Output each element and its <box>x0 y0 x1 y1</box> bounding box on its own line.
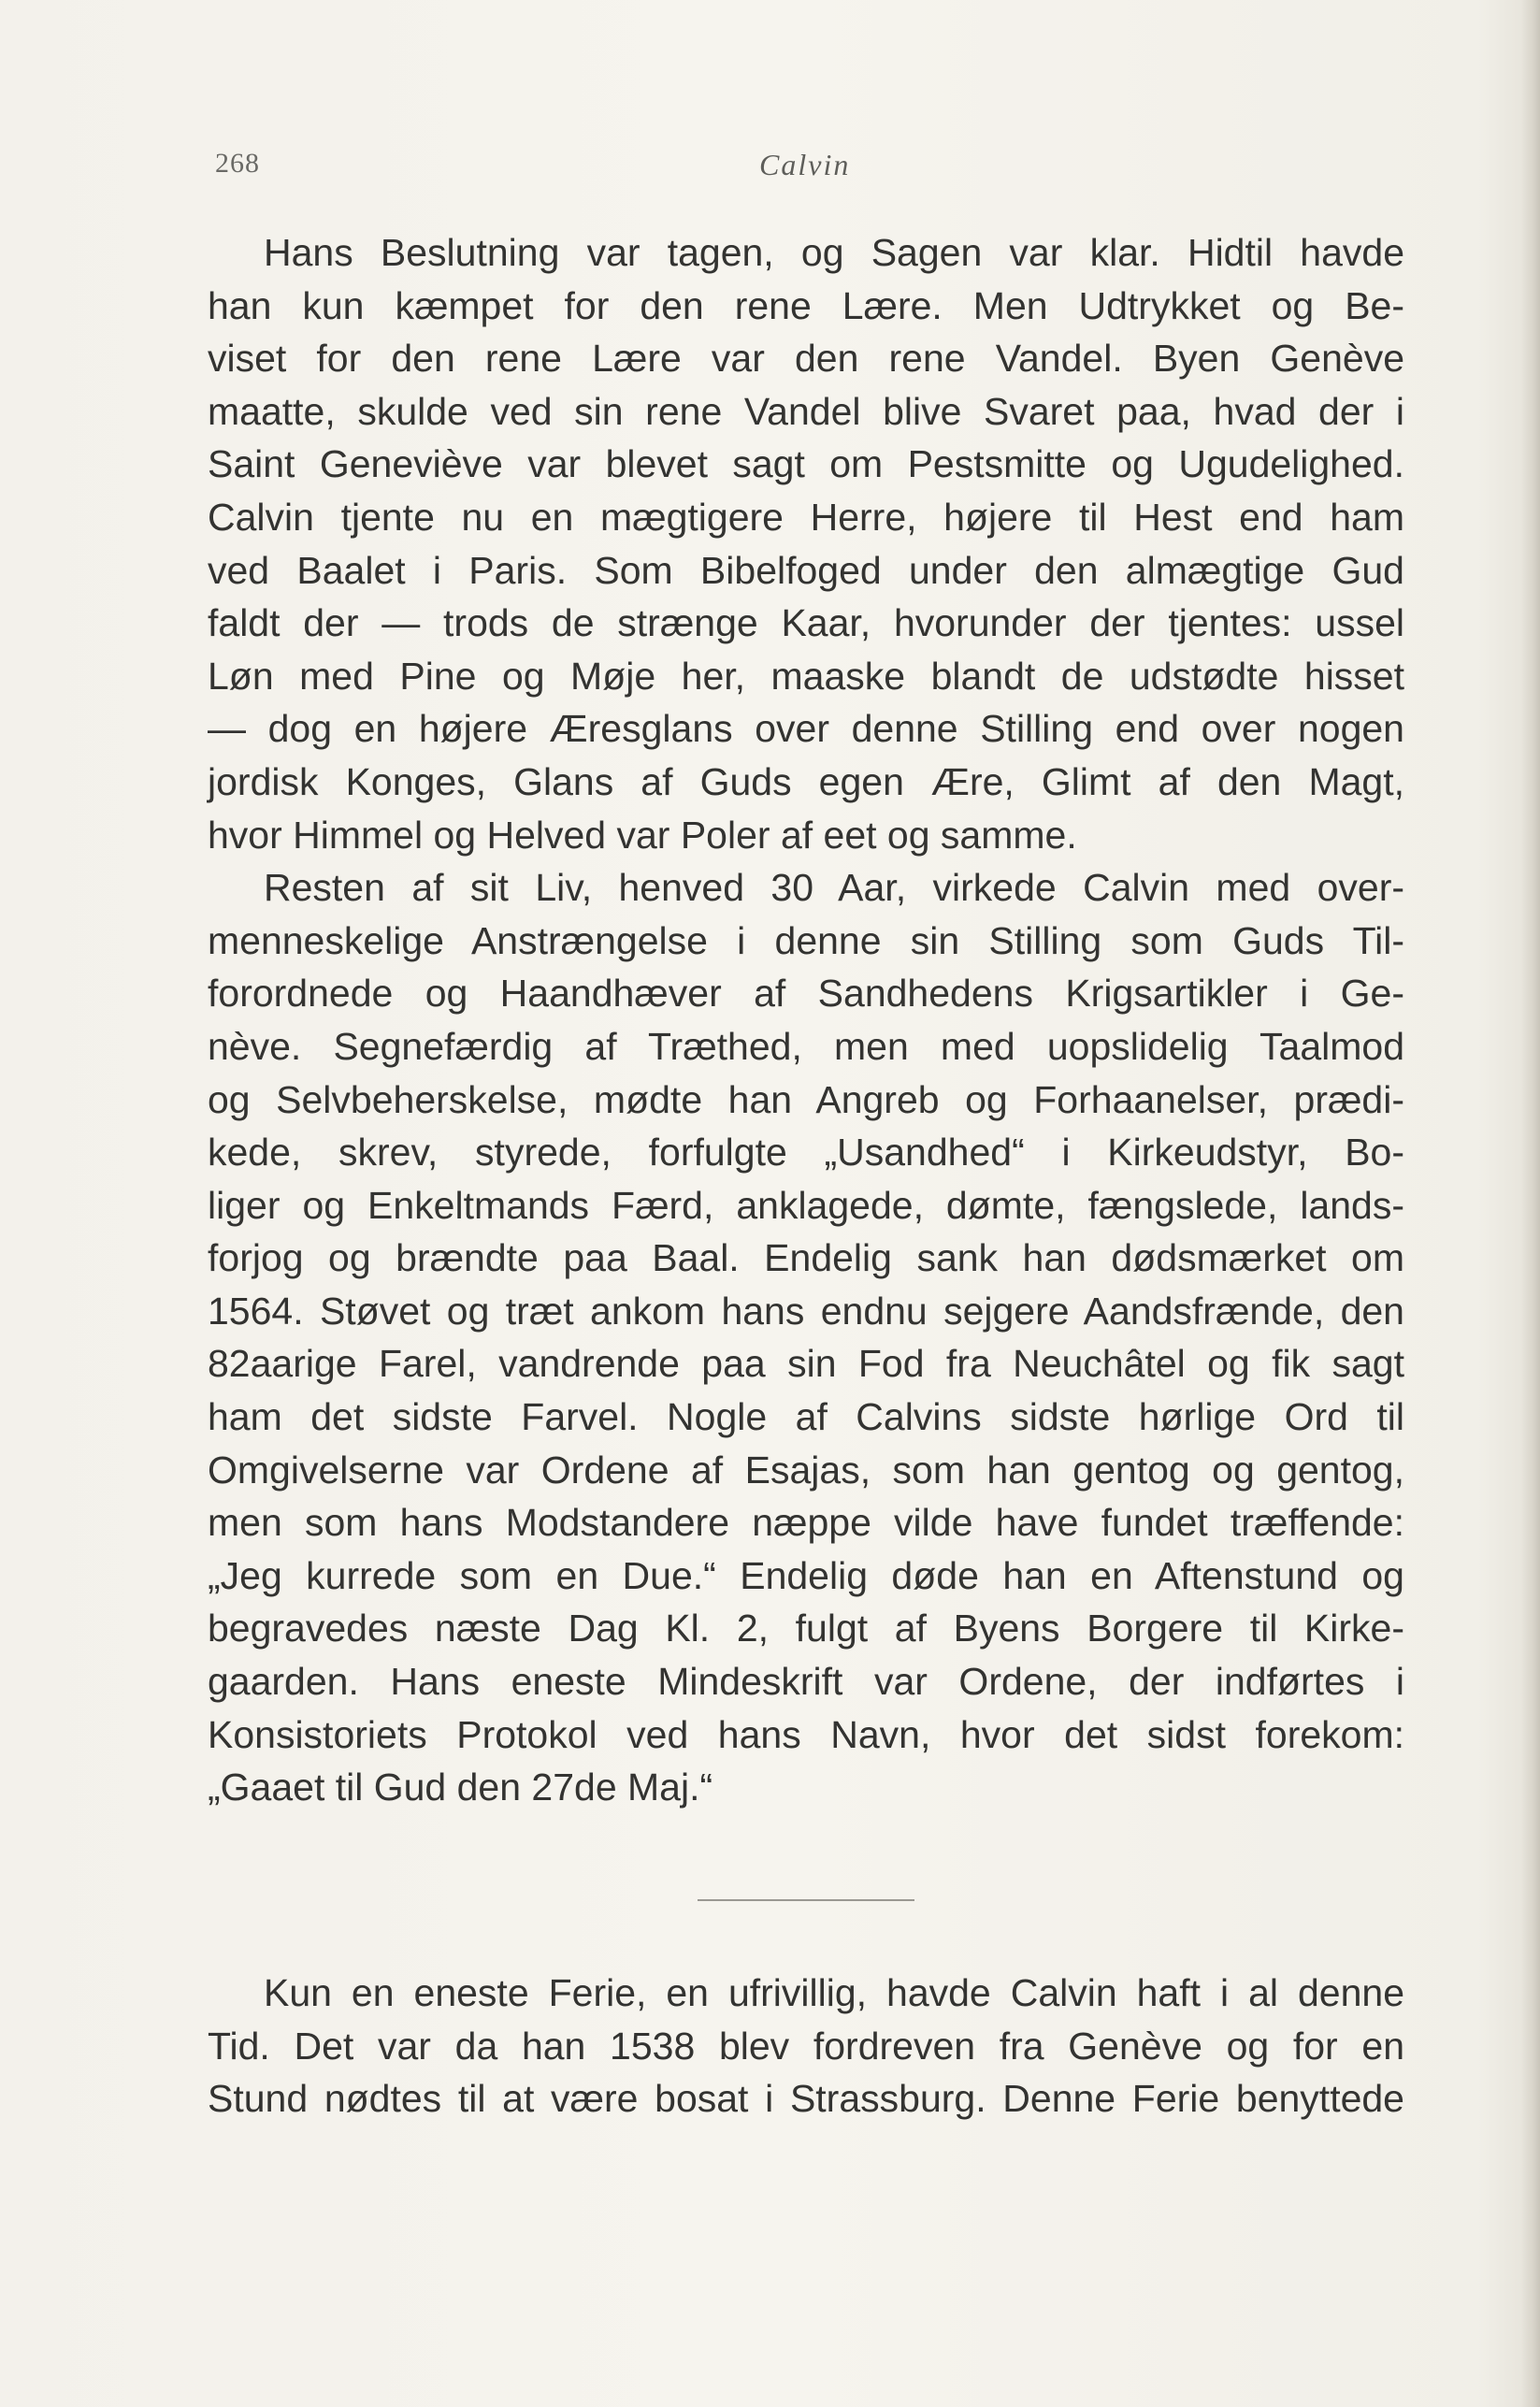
text-line: Omgivelserne var Ordene af Esajas, som han gentog og gentog, <box>208 1448 1404 1492</box>
text-line: 82aarige Farel, vandrende paa sin Fod fra Neuchâtel og fik sagt <box>208 1342 1404 1386</box>
text-line: „Jeg kurrede som en Due.“ Endelig døde han en Aftenstund og <box>208 1553 1404 1597</box>
paragraph-1 <box>208 226 1404 861</box>
text-line: Konsistoriets Protokol ved hans Navn, hvor det sidst forekom: <box>208 1712 1404 1756</box>
text-line: „Gaaet til Gud den 27de Maj.“ <box>208 1766 713 1809</box>
text-line: han kun kæmpet for den rene Lære. Men Udtrykket og Be- <box>208 283 1404 327</box>
text-line: viset for den rene Lære var den rene Vandel. Byen Genève <box>208 337 1404 381</box>
text-line: hvor Himmel og Helved var Poler af eet og samme. <box>208 813 1077 857</box>
running-title: Calvin <box>759 148 851 181</box>
text-line: Stund nødtes til at være bosat i Strassburg. Denne Ferie benyttede <box>208 2077 1404 2121</box>
text-line: nève. Segnefærdig af Træthed, men med uopslidelig Taalmod <box>208 1024 1404 1068</box>
text-line: kede, skrev, styrede, forfulgte „Usandhed“ i Kirkeudstyr, Bo- <box>208 1131 1404 1175</box>
text-line: menneskelige Anstrængelse i denne sin Stilling som Guds Til- <box>208 918 1404 962</box>
text-line: gaarden. Hans eneste Mindeskrift var Ordene, der indførtes i <box>208 1660 1404 1704</box>
text-line: Tid. Det var da han 1538 blev fordreven fra Genève og for en <box>208 2024 1404 2068</box>
text-line: Resten af sit Liv, henved 30 Aar, virkede Calvin med over- <box>264 866 1404 910</box>
text-block-main <box>208 226 1404 1814</box>
text-line: Kun en eneste Ferie, en ufrivillig, havde Calvin haft i al denne <box>264 1971 1404 2014</box>
text-line: Løn med Pine og Møje her, maaske blandt de udstødte hisset <box>208 654 1404 698</box>
paragraph-2 <box>208 861 1404 1814</box>
text-line: maatte, skulde ved sin rene Vandel blive Svaret paa, hvad der i <box>208 389 1404 433</box>
text-line: Hans Beslutning var tagen, og Sagen var klar. Hidtil havde <box>264 231 1404 274</box>
section-divider <box>698 1899 914 1901</box>
text-line: 1564. Støvet og træt ankom hans endnu sejgere Aandsfrænde, den <box>208 1289 1404 1333</box>
text-line: faldt der — trods de strænge Kaar, hvorunder der tjentes: ussel <box>208 601 1404 645</box>
text-line: forordnede og Haandhæver af Sandhedens Krigsartikler i Ge- <box>208 972 1404 1016</box>
paragraph-3 <box>208 1967 1404 2126</box>
text-line: og Selvbeherskelse, mødte han Angreb og Forhaanelser, prædi- <box>208 1077 1404 1121</box>
text-line: forjog og brændte paa Baal. Endelig sank han dødsmærket om <box>208 1236 1404 1280</box>
text-line: Calvin tjente nu en mægtigere Herre, højere til Hest end ham <box>208 495 1404 539</box>
text-line: Saint Geneviève var blevet sagt om Pestsmitte og Ugudelighed. <box>208 442 1404 486</box>
text-line: begravedes næste Dag Kl. 2, fulgt af Byens Borgere til Kirke- <box>208 1607 1404 1650</box>
running-head <box>208 148 1423 185</box>
page-edge-shadow <box>1521 0 1540 2407</box>
text-line: — dog en højere Æresglans over denne Stilling end over nogen <box>208 707 1404 751</box>
page-number: 268 <box>215 148 260 179</box>
text-line: jordisk Konges, Glans af Guds egen Ære, Glimt af den Magt, <box>208 759 1404 803</box>
text-line: liger og Enkeltmands Færd, anklagede, dømte, fængslede, lands- <box>208 1183 1404 1227</box>
text-line: ved Baalet i Paris. Som Bibelfoged under den almægtige Gud <box>208 548 1404 592</box>
text-line: men som hans Modstandere næppe vilde have fundet træffende: <box>208 1501 1404 1545</box>
text-line: ham det sidste Farvel. Nogle af Calvins sidste hørlige Ord til <box>208 1395 1404 1439</box>
text-block-lower <box>208 1967 1404 2126</box>
